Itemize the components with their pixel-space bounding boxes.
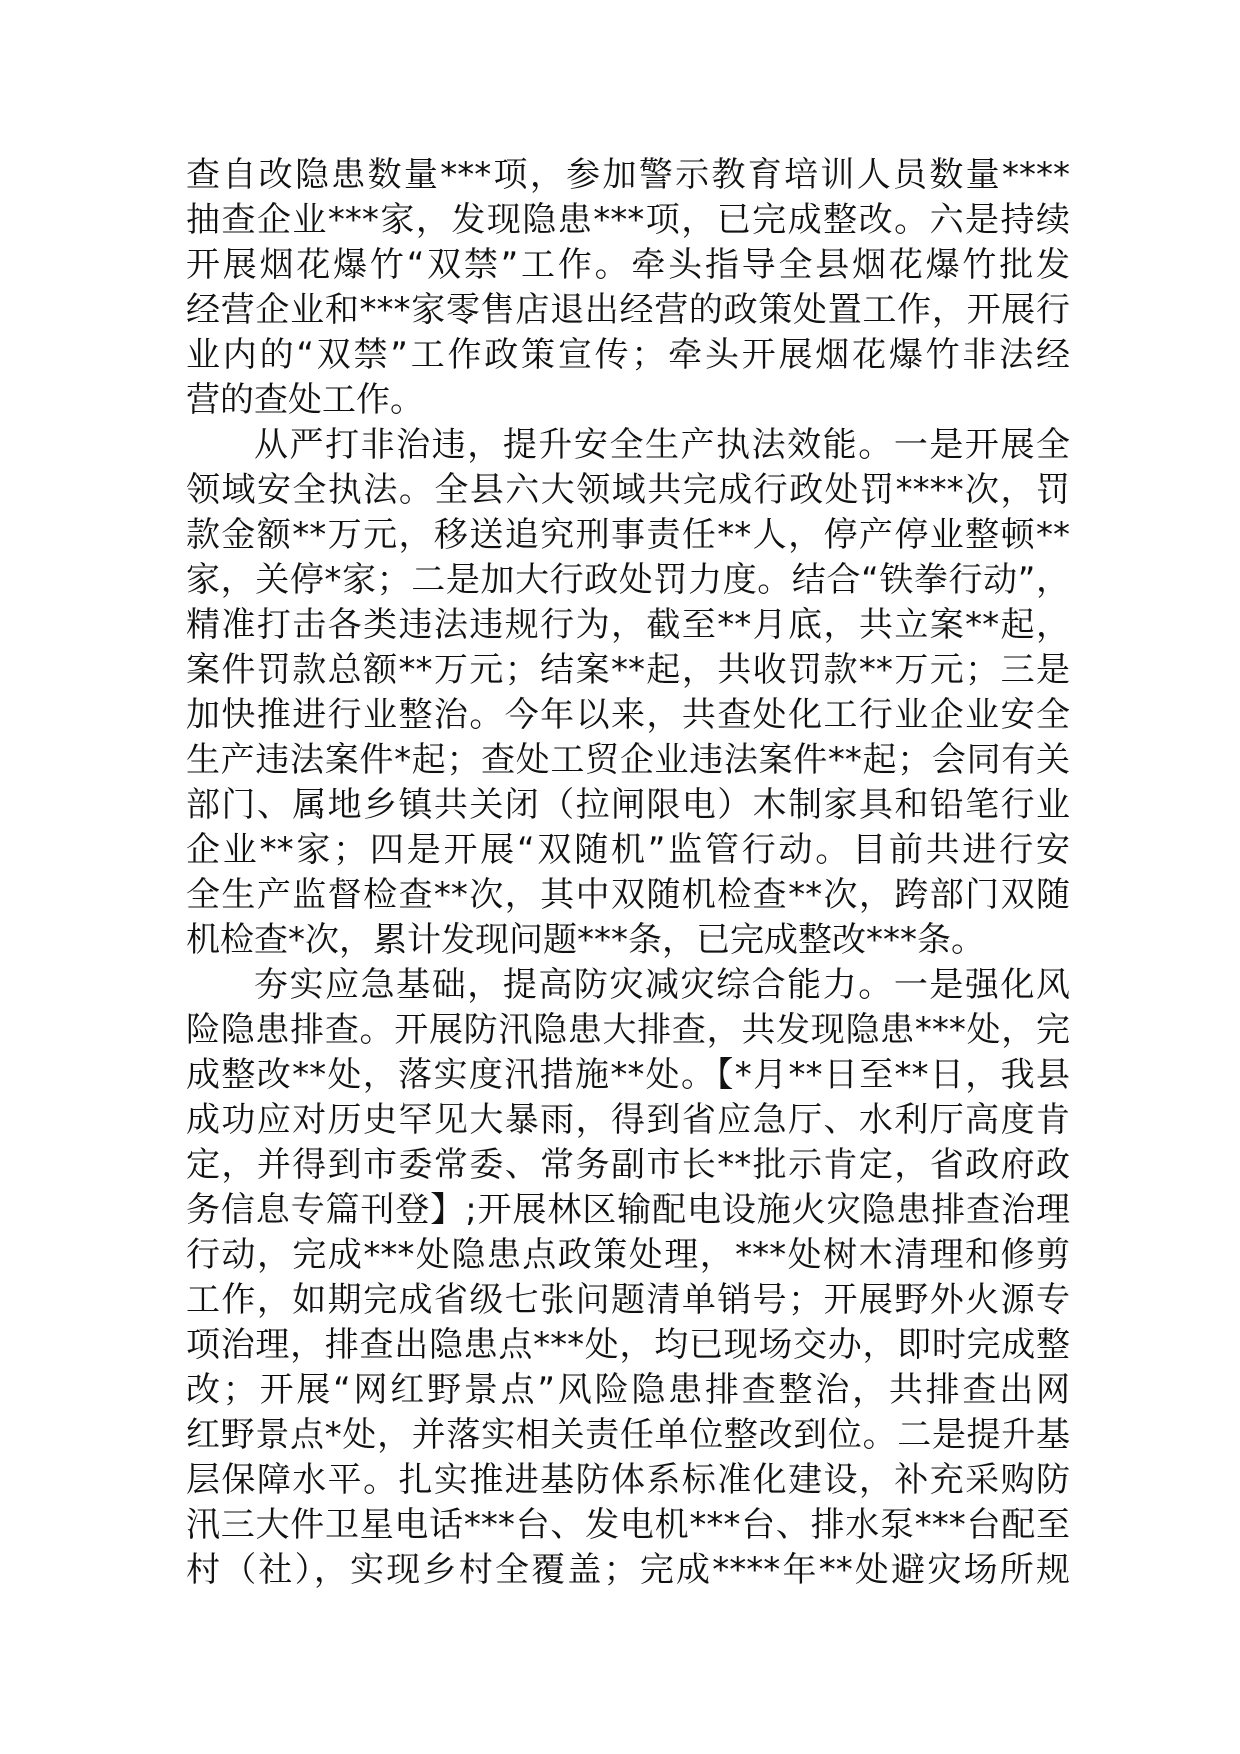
text-line: 抽查企业***家，发现隐患***项，已完成整改。六是持续 [186,200,1070,240]
text-line: 款金额**万元，移送追究刑事责任**人，停产停业整顿** [186,515,1070,555]
text-line: 机检查*次，累计发现问题***条，已完成整改***条。 [186,920,985,960]
body-text [186,153,1070,1593]
text-line: 层保障水平。扎实推进基防体系标准化建设，补充采购防 [186,1460,1070,1500]
text-line: 汛三大件卫星电话***台、发电机***台、排水泵***台配至 [186,1505,1070,1545]
text-line: 案件罚款总额**万元；结案**起，共收罚款**万元；三是 [186,650,1070,690]
text-line: 项治理，排查出隐患点***处，均已现场交办，即时完成整 [186,1325,1070,1365]
text-line: 改；开展“网红野景点”风险隐患排查整治，共排查出网 [186,1370,1070,1410]
text-line: 家，关停*家；二是加大行政处罚力度。结合“铁拳行动”， [186,560,1070,600]
text-line: 成功应对历史罕见大暴雨，得到省应急厅、水利厅高度肯 [186,1100,1070,1140]
text-line: 开展烟花爆竹“双禁”工作。牵头指导全县烟花爆竹批发 [186,245,1070,285]
text-line: 经营企业和***家零售店退出经营的政策处置工作，开展行 [186,290,1070,330]
text-line: 村（社），实现乡村全覆盖；完成****年**处避灾场所规 [186,1550,1070,1590]
text-line: 部门、属地乡镇共关闭（拉闸限电）木制家具和铅笔行业 [186,785,1070,825]
text-line: 定，并得到市委常委、常务副市长**批示肯定，省政府政 [186,1145,1070,1185]
text-line: 精准打击各类违法违规行为，截至**月底，共立案**起， [186,605,1070,645]
text-line: 红野景点*处，并落实相关责任单位整改到位。二是提升基 [186,1415,1070,1455]
text-line: 业内的“双禁”工作政策宣传；牵头开展烟花爆竹非法经 [186,335,1070,375]
text-line: 查自改隐患数量***项，参加警示教育培训人员数量**** [186,155,1070,195]
text-line: 企业**家；四是开展“双随机”监管行动。目前共进行安 [186,830,1070,870]
text-line: 务信息专篇刊登】;开展林区输配电设施火灾隐患排查治理 [186,1190,1070,1230]
text-line: 险隐患排查。开展防汛隐患大排查，共发现隐患***处，完 [186,1010,1070,1050]
text-line: 生产违法案件*起；查处工贸企业违法案件**起；会同有关 [186,740,1070,780]
text-line: 成整改**处，落实度汛措施**处。【*月**日至**日，我县 [186,1055,1070,1095]
text-line: 行动，完成***处隐患点政策处理，***处树木清理和修剪 [186,1235,1070,1275]
text-line: 全生产监督检查**次，其中双随机检查**次，跨部门双随 [186,875,1070,915]
paragraph-first-line: 从严打非治违，提升安全生产执法效能。一是开展全 [254,425,1070,465]
text-line: 营的查处工作。 [186,380,424,420]
text-line: 领域安全执法。全县六大领域共完成行政处罚****次，罚 [186,470,1070,510]
text-line: 工作，如期完成省级七张问题清单销号；开展野外火源专 [186,1280,1070,1320]
text-line: 加快推进行业整治。今年以来，共查处化工行业企业安全 [186,695,1070,735]
paragraph-first-line: 夯实应急基础，提高防灾减灾综合能力。一是强化风 [254,965,1070,1005]
